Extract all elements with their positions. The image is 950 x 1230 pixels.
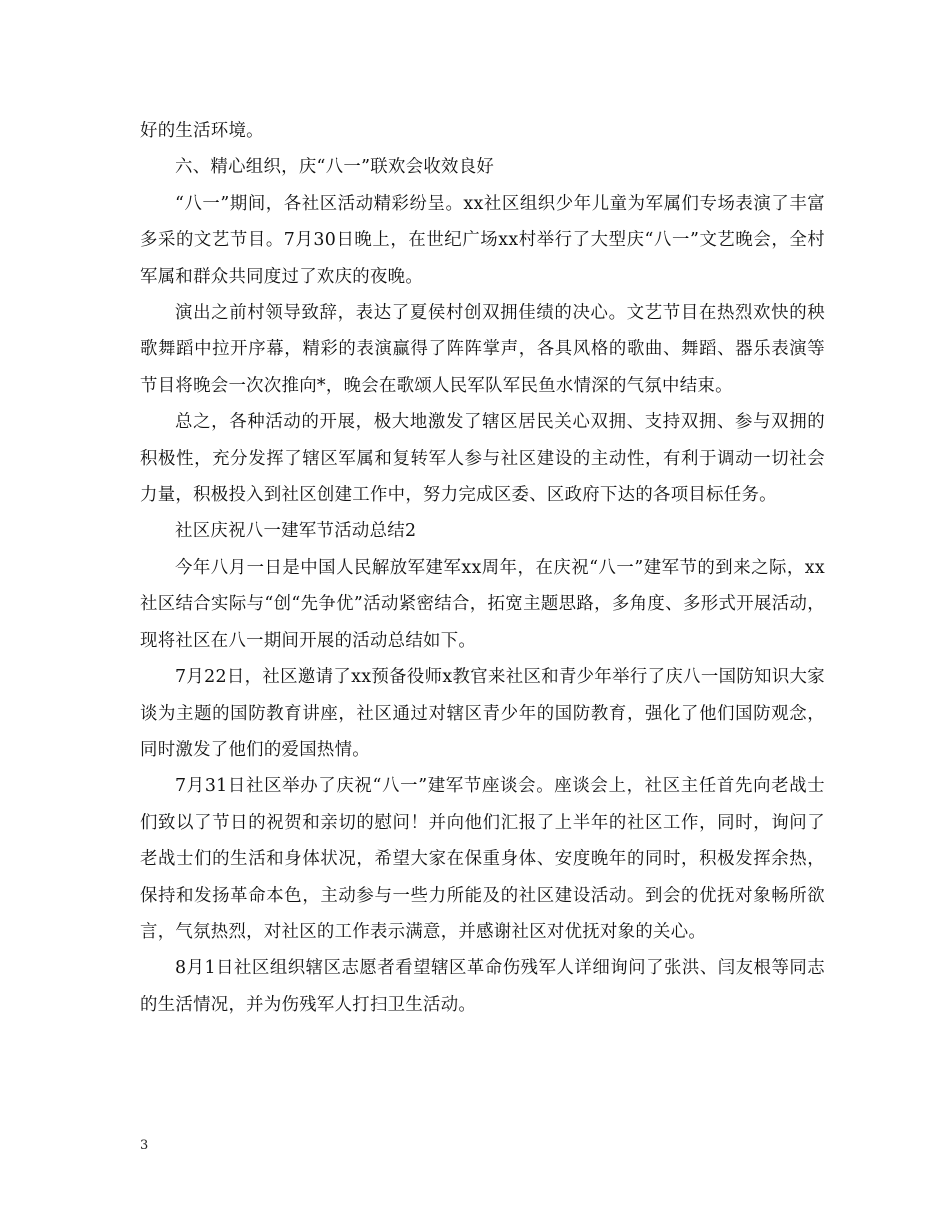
paragraph-7: 今年八月一日是中国人民解放军建军xx周年，在庆祝“八一”建军节的到来之际，xx社区结合实际与“创“先争优”活动紧密结合，拓宽主题思路，多角度、多形式开展活动，现将社区在八一期间开展的活动总结如下。 — [140, 557, 825, 651]
paragraph-4: 演出之前村领导致辞，表达了夏侯村创双拥佳绩的决心。文艺节目在热烈欢快的秧歌舞蹈中拉开序幕，精彩的表演赢得了阵阵掌声，各具风格的歌曲、舞蹈、器乐表演等节目将晚会一次次推向*，晚会在歌颂人民军队军民鱼水情深的气氛中结束。 — [140, 303, 825, 396]
paragraph-5: 总之，各种活动的开展，极大地激发了辖区居民关心双拥、支持双拥、参与双拥的积极性，充分发挥了辖区军属和复转军人参与社区建设的主动性，有利于调动一切社会力量，积极投入到社区创建工作中，努力完成区委、区政府下达的各项目标任务。 — [140, 412, 825, 506]
paragraph-3: “八一”期间，各社区活动精彩纷呈。xx社区组织少年儿童为军属们专场表演了丰富多采的文艺节目。7月30日晚上，在世纪广场xx村举行了大型庆“八一”文艺晚会，全村军属和群众共同度过了欢庆的夜晚。 — [140, 193, 825, 287]
paragraph-8: 7月22日，社区邀请了xx预备役师x教官来社区和青少年举行了庆八一国防知识大家谈为主题的国防教育讲座，社区通过对辖区青少年的国防教育，强化了他们国防观念，同时激发了他们的爱国热情。 — [140, 667, 825, 760]
document-body — [140, 113, 825, 1023]
paragraph-9: 7月31日社区举办了庆祝“八一”建军节座谈会。座谈会上，社区主任首先向老战士们致以了节日的祝贺和亲切的慰问！并向他们汇报了上半年的社区工作，同时，询问了老战士们的生活和身体状况，希望大家在保重身体、安度晚年的同时，积极发挥余热，保持和发扬革命本色，主动参与一些力所能及的社区建设活动。到会的优抚对象畅所欲言，气氛热烈，对社区的工作表示满意，并感谢社区对优抚对象的关心。 — [140, 776, 825, 942]
section-heading-six: 六、精心组织，庆“八一”联欢会收效良好 — [175, 157, 495, 178]
section-title-2: 社区庆祝八一建军节活动总结2 — [175, 521, 417, 542]
page-number: 3 — [140, 1138, 149, 1153]
paragraph-1: 好的生活环境。 — [140, 121, 264, 141]
paragraph-10: 8月1日社区组织辖区志愿者看望辖区革命伤残军人详细询问了张洪、闫友根等同志的生活情况，并为伤残军人打扫卫生活动。 — [140, 958, 825, 1015]
